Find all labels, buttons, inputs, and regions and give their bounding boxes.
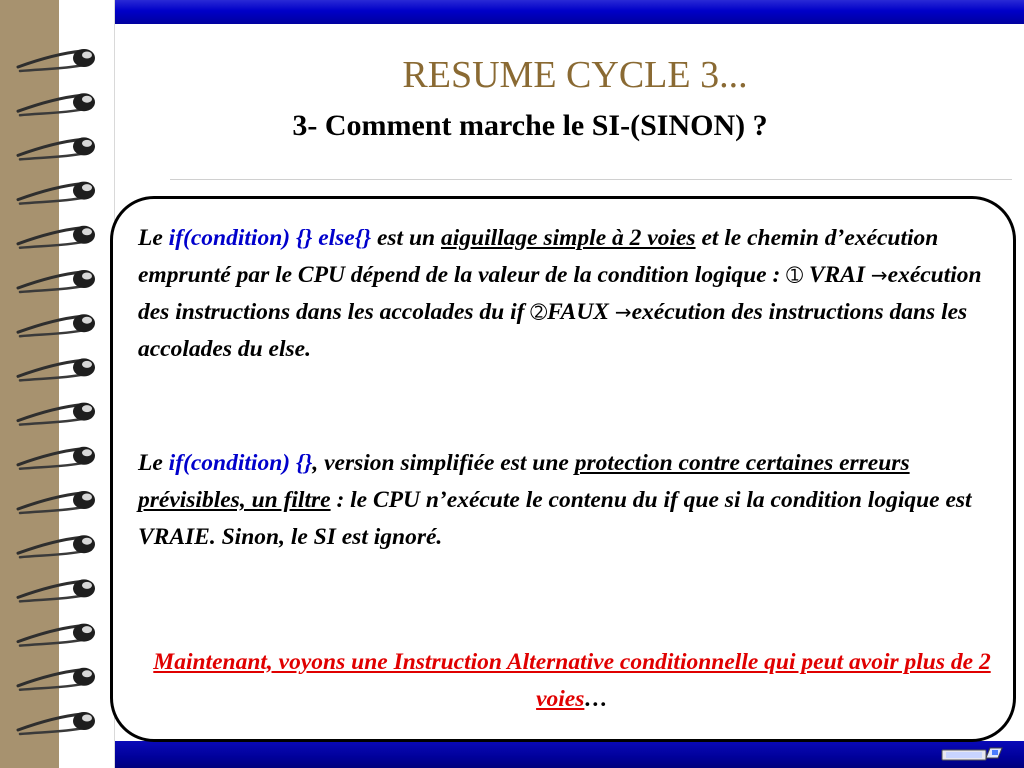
paragraph-if-else [138,220,1010,368]
text: : le CPU n’exécute le contenu du if que si la condition logique est VRAIE. Sinon, le SI est ignoré. [138,487,972,550]
title-divider [170,179,1012,180]
text: exécution des instructions dans les accolades du if [138,262,982,325]
spiral-ring [18,579,95,601]
underlined-term: aiguillage simple à 2 voies [440,225,696,251]
spiral-ring [18,182,95,204]
top-bar [115,0,1024,24]
spiral-ring [18,712,95,734]
code-if: if(condition) {} [168,450,313,476]
paragraph-if [138,445,1010,556]
slide-title: RESUME CYCLE 3... [402,54,748,96]
underlined-term: protection contre certaines erreurs prévisibles, un filtre [138,450,910,513]
text: FAUX [547,299,615,325]
bottom-bar [115,741,1024,768]
text: exécution des instructions dans les accolades du else. [138,299,968,362]
spiral-ring [18,447,95,469]
circled-two-icon: ➁ [530,300,548,324]
spiral-ring [18,49,95,71]
spiral-ring [18,668,95,690]
laptop-icon[interactable] [940,744,1006,764]
spiral-ring [18,535,95,557]
text: , version simplifiée est une [312,450,575,476]
slide-subtitle: 3- Comment marche le SI-(SINON) ? [292,109,768,142]
next-topic-link-paragraph [136,644,1008,718]
spiral-ring [18,624,95,646]
spiral-ring [18,314,95,336]
spiral-ring [18,491,95,513]
circled-one-icon: ➀ [786,263,803,287]
arrow-right-icon: → [614,300,632,324]
next-topic-link[interactable]: Maintenant, voyons une Instruction Alternative conditionnelle qui peut avoir plus de 2 voies [153,649,991,712]
spiral-ring [18,226,95,248]
text: Le [138,450,169,476]
arrow-right-icon: → [870,263,888,287]
spiral-ring [18,270,95,292]
spiral-ring [18,358,95,380]
text: VRAI [802,262,871,288]
text: est un [371,225,441,251]
text: Le [138,225,169,251]
code-if-else: if(condition) {} else{} [168,225,372,251]
text: et le chemin d’exécution emprunté par le CPU dépend de la valeur de la condition logique : [138,225,939,288]
ellipsis: … [584,686,608,712]
spiral-ring [18,403,95,425]
